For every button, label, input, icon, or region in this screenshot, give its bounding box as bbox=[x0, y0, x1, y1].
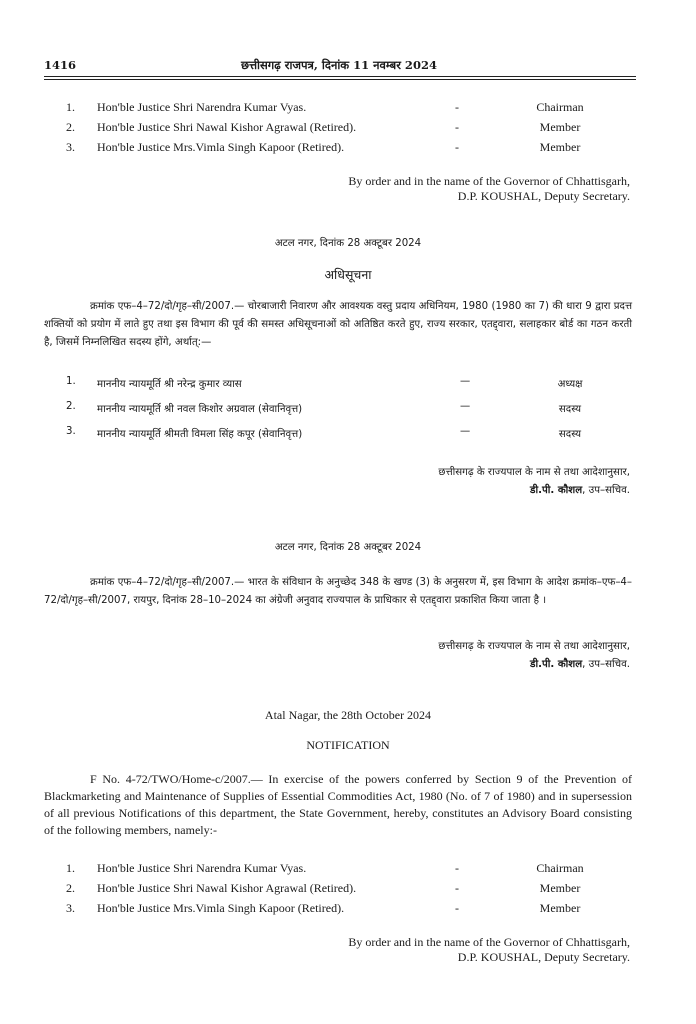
english-member-row-3 bbox=[0, 901, 696, 919]
member-name: Hon'ble Justice Shri Narendra Kumar Vyas. bbox=[97, 100, 307, 114]
header-rule-thin bbox=[44, 79, 636, 80]
english-dateline: Atal Nagar, the 28th October 2024 bbox=[264, 708, 432, 722]
top-member-row-2 bbox=[0, 120, 696, 138]
hindi-dateline-1: अटल नगर, दिनांक 28 अक्टूबर 2024 bbox=[274, 238, 422, 249]
member-name: Hon'ble Justice Shri Nawal Kishor Agrawal (Retired). bbox=[97, 881, 357, 895]
member-number: 1. bbox=[66, 861, 75, 875]
member-role: अध्यक्ष bbox=[557, 379, 583, 390]
member-name: माननीय न्यायमूर्ति श्री नरेन्द्र कुमार व्यास bbox=[97, 379, 242, 390]
hindi-sign-order-2: छत्तीसगढ़ के राज्यपाल के नाम से तथा आदेशानुसार, bbox=[438, 641, 630, 652]
member-role: Member bbox=[539, 120, 581, 134]
member-dash: - bbox=[455, 881, 459, 895]
page-number: 1416 bbox=[44, 58, 77, 72]
hindi-sign-block-2 bbox=[530, 656, 630, 670]
member-number: 2. bbox=[66, 401, 76, 412]
top-sign-order: By order and in the name of the Governor of Chhattisgarh, bbox=[348, 174, 630, 188]
member-dash: - bbox=[455, 861, 459, 875]
member-number: 3. bbox=[66, 140, 75, 154]
member-number: 3. bbox=[66, 426, 76, 437]
hindi-sign-name: डी.पी. कौशल bbox=[530, 485, 583, 496]
notification-heading: NOTIFICATION bbox=[306, 738, 390, 752]
top-sign-name: D.P. KOUSHAL, Deputy Secretary. bbox=[457, 189, 630, 203]
hindi-member-row-2 bbox=[0, 401, 696, 419]
member-number: 1. bbox=[66, 376, 76, 387]
member-dash: - bbox=[455, 901, 459, 915]
english-member-row-1 bbox=[0, 861, 696, 879]
hindi-member-row-3 bbox=[0, 426, 696, 444]
member-number: 1. bbox=[66, 100, 75, 114]
header-rule bbox=[44, 76, 636, 77]
hindi-paragraph-2: क्रमांक एफ–4–72/दो/गृह–सी/2007.— भारत के संविधान के अनुच्छेद 348 के खण्ड (3) के अनुसरण में, इस विभाग के आदेश क्रमांक–एफ–4–72/दो/गृह–सी/2007, रायपुर, दिनांक 28–10–2024 का अंग्रेजी अनुवाद राज्यपाल के प्राधिकार से एतद्द्वारा प्रकाशित किया जाता है । bbox=[44, 577, 632, 606]
member-role: Member bbox=[539, 881, 581, 895]
member-name: Hon'ble Justice Shri Nawal Kishor Agrawal (Retired). bbox=[97, 120, 357, 134]
member-number: 2. bbox=[66, 881, 75, 895]
hindi-sign-designation: , उप–सचिव. bbox=[582, 485, 630, 496]
hindi-paragraph-1: क्रमांक एफ–4–72/दो/गृह–सी/2007.— चोरबाजारी निवारण और आवश्यक वस्तु प्रदाय अधिनियम, 1980 (1980 का 7) की धारा 9 द्वारा प्रदत्त शक्तियों को प्रयोग में लाते हुए तथा इस विभाग की पूर्व की समस्त अधिसूचनाओं को अतिष्ठित करते हुए, राज्य सरकार, एतद्द्वारा, सलाहकार बोर्ड का गठन करती है, जिसमें निम्नलिखित सदस्य होंगे, अर्थात्:— bbox=[44, 301, 632, 348]
member-name: माननीय न्यायमूर्ति श्रीमती विमला सिंह कपूर (सेवानिवृत्त) bbox=[97, 429, 303, 440]
member-role: Chairman bbox=[536, 100, 584, 114]
member-role: सदस्य bbox=[558, 429, 582, 440]
hindi-sign-order-1: छत्तीसगढ़ के राज्यपाल के नाम से तथा आदेशानुसार, bbox=[438, 467, 630, 478]
top-member-row-1 bbox=[0, 100, 696, 118]
member-name: Hon'ble Justice Shri Narendra Kumar Vyas. bbox=[97, 861, 307, 875]
member-name: Hon'ble Justice Mrs.Vimla Singh Kapoor (Retired). bbox=[97, 140, 345, 154]
member-role: Chairman bbox=[536, 861, 584, 875]
hindi-sign-designation: , उप–सचिव. bbox=[582, 659, 630, 670]
member-name: माननीय न्यायमूर्ति श्री नवल किशोर अग्रवाल (सेवानिवृत्त) bbox=[97, 404, 303, 415]
english-sign-name: D.P. KOUSHAL, Deputy Secretary. bbox=[457, 950, 630, 964]
member-dash: — bbox=[460, 426, 471, 437]
member-role: Member bbox=[539, 901, 581, 915]
member-dash: - bbox=[455, 140, 459, 154]
member-number: 2. bbox=[66, 120, 75, 134]
member-dash: - bbox=[455, 100, 459, 114]
page-header bbox=[44, 58, 634, 74]
member-name: Hon'ble Justice Mrs.Vimla Singh Kapoor (Retired). bbox=[97, 901, 345, 915]
hindi-sign-name: डी.पी. कौशल bbox=[530, 659, 583, 670]
english-sign-order: By order and in the name of the Governor of Chhattisgarh, bbox=[348, 935, 630, 949]
member-role: Member bbox=[539, 140, 581, 154]
member-dash: — bbox=[460, 376, 471, 387]
gazette-title: छत्तीसगढ़ राजपत्र, दिनांक 11 नवम्बर 2024 bbox=[241, 58, 437, 72]
member-role: सदस्य bbox=[558, 404, 582, 415]
hindi-dateline-2: अटल नगर, दिनांक 28 अक्टूबर 2024 bbox=[274, 542, 422, 553]
member-number: 3. bbox=[66, 901, 75, 915]
member-dash: — bbox=[460, 401, 471, 412]
hindi-member-row-1 bbox=[0, 376, 696, 394]
hindi-heading: अधिसूचना bbox=[324, 267, 372, 282]
english-paragraph: F No. 4-72/TWO/Home-c/2007.— In exercise of the powers conferred by Section 9 of the Prevention of Blackmarketing and Maintenance of Supplies of Essential Commodities Act, 1980 (No. of 7 of 1980) and in supersession of all previous Notifications of this department, the State Government, hereby, constitutes an Advisory Board consisting of the following members, namely:- bbox=[44, 772, 632, 837]
member-dash: - bbox=[455, 120, 459, 134]
english-member-row-2 bbox=[0, 881, 696, 899]
top-member-row-3 bbox=[0, 140, 696, 158]
hindi-sign-block-1 bbox=[530, 482, 630, 496]
